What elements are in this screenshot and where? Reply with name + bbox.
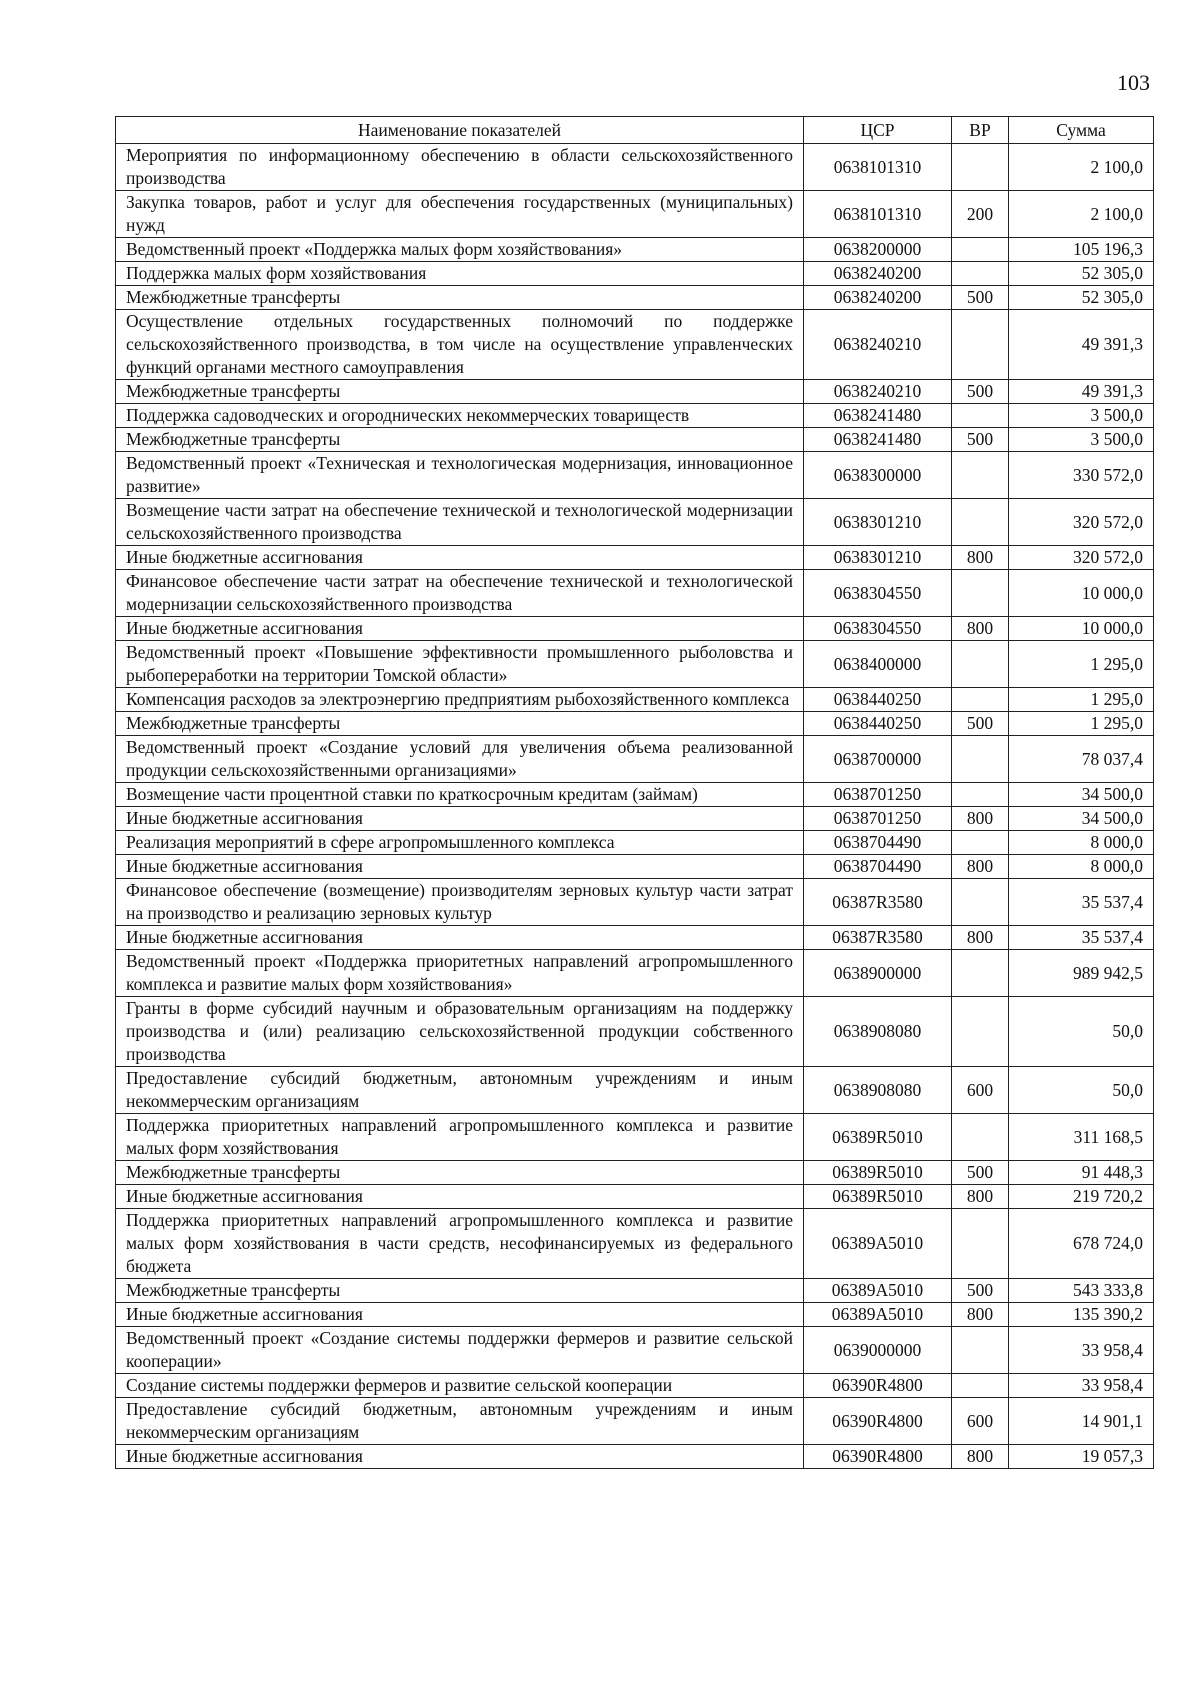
row-sum-cell: 320 572,0 bbox=[1009, 499, 1154, 546]
header-sum: Сумма bbox=[1009, 117, 1154, 144]
row-sum-cell: 33 958,4 bbox=[1009, 1374, 1154, 1398]
row-sum-cell: 2 100,0 bbox=[1009, 191, 1154, 238]
row-vr-cell bbox=[952, 452, 1009, 499]
row-csr-cell: 0638908080 bbox=[804, 1067, 952, 1114]
row-vr-cell: 800 bbox=[952, 546, 1009, 570]
row-sum-cell: 543 333,8 bbox=[1009, 1279, 1154, 1303]
row-csr-cell: 0638440250 bbox=[804, 712, 952, 736]
row-csr-cell: 0638900000 bbox=[804, 950, 952, 997]
row-vr-cell bbox=[952, 404, 1009, 428]
row-vr-cell: 500 bbox=[952, 286, 1009, 310]
table-row bbox=[116, 310, 1154, 380]
table-row bbox=[116, 1303, 1154, 1327]
header-csr: ЦСР bbox=[804, 117, 952, 144]
row-sum-cell: 50,0 bbox=[1009, 1067, 1154, 1114]
row-sum-cell: 320 572,0 bbox=[1009, 546, 1154, 570]
row-csr-cell: 06389R5010 bbox=[804, 1185, 952, 1209]
table-row bbox=[116, 926, 1154, 950]
row-csr-cell: 06389A5010 bbox=[804, 1279, 952, 1303]
row-vr-cell bbox=[952, 783, 1009, 807]
row-name-cell: Финансовое обеспечение части затрат на обеспечение технической и технологической модернизации сельскохозяйственного производства bbox=[116, 570, 804, 617]
row-name-cell: Иные бюджетные ассигнования bbox=[116, 1185, 804, 1209]
table-row bbox=[116, 783, 1154, 807]
row-sum-cell: 35 537,4 bbox=[1009, 926, 1154, 950]
row-vr-cell: 800 bbox=[952, 1303, 1009, 1327]
row-csr-cell: 0638704490 bbox=[804, 831, 952, 855]
row-name-cell: Ведомственный проект «Поддержка приоритетных направлений агропромышленного комплекса и развитие малых форм хозяйствования» bbox=[116, 950, 804, 997]
row-vr-cell: 500 bbox=[952, 1279, 1009, 1303]
row-sum-cell: 105 196,3 bbox=[1009, 238, 1154, 262]
row-name-cell: Поддержка приоритетных направлений агропромышленного комплекса и развитие малых форм хозяйствования bbox=[116, 1114, 804, 1161]
row-vr-cell bbox=[952, 310, 1009, 380]
header-name: Наименование показателей bbox=[116, 117, 804, 144]
row-name-cell: Реализация мероприятий в сфере агропромышленного комплекса bbox=[116, 831, 804, 855]
header-vr: ВР bbox=[952, 117, 1009, 144]
row-name-cell: Предоставление субсидий бюджетным, автономным учреждениям и иным некоммерческим организациям bbox=[116, 1398, 804, 1445]
row-sum-cell: 330 572,0 bbox=[1009, 452, 1154, 499]
row-csr-cell: 0638240200 bbox=[804, 262, 952, 286]
row-sum-cell: 3 500,0 bbox=[1009, 428, 1154, 452]
table-row bbox=[116, 499, 1154, 546]
row-sum-cell: 52 305,0 bbox=[1009, 286, 1154, 310]
row-sum-cell: 219 720,2 bbox=[1009, 1185, 1154, 1209]
row-sum-cell: 678 724,0 bbox=[1009, 1209, 1154, 1279]
table-row bbox=[116, 1161, 1154, 1185]
row-vr-cell: 800 bbox=[952, 926, 1009, 950]
row-name-cell: Иные бюджетные ассигнования bbox=[116, 617, 804, 641]
row-sum-cell: 19 057,3 bbox=[1009, 1445, 1154, 1469]
table-row bbox=[116, 404, 1154, 428]
row-sum-cell: 311 168,5 bbox=[1009, 1114, 1154, 1161]
row-vr-cell bbox=[952, 688, 1009, 712]
row-vr-cell bbox=[952, 831, 1009, 855]
row-name-cell: Иные бюджетные ассигнования bbox=[116, 1445, 804, 1469]
table-row bbox=[116, 452, 1154, 499]
row-csr-cell: 06390R4800 bbox=[804, 1374, 952, 1398]
row-sum-cell: 91 448,3 bbox=[1009, 1161, 1154, 1185]
table-row bbox=[116, 879, 1154, 926]
row-name-cell: Предоставление субсидий бюджетным, автономным учреждениям и иным некоммерческим организациям bbox=[116, 1067, 804, 1114]
row-vr-cell: 600 bbox=[952, 1398, 1009, 1445]
row-sum-cell: 52 305,0 bbox=[1009, 262, 1154, 286]
row-sum-cell: 49 391,3 bbox=[1009, 380, 1154, 404]
row-sum-cell: 10 000,0 bbox=[1009, 570, 1154, 617]
table-row bbox=[116, 1279, 1154, 1303]
header-row bbox=[116, 117, 1154, 144]
row-csr-cell: 0638101310 bbox=[804, 144, 952, 191]
table-row bbox=[116, 617, 1154, 641]
row-csr-cell: 0638240210 bbox=[804, 310, 952, 380]
row-vr-cell bbox=[952, 499, 1009, 546]
row-vr-cell: 800 bbox=[952, 1445, 1009, 1469]
row-sum-cell: 2 100,0 bbox=[1009, 144, 1154, 191]
row-csr-cell: 0638400000 bbox=[804, 641, 952, 688]
row-sum-cell: 78 037,4 bbox=[1009, 736, 1154, 783]
table-row bbox=[116, 641, 1154, 688]
table-row bbox=[116, 855, 1154, 879]
row-csr-cell: 06390R4800 bbox=[804, 1398, 952, 1445]
row-vr-cell bbox=[952, 1327, 1009, 1374]
row-vr-cell bbox=[952, 1209, 1009, 1279]
row-csr-cell: 06389A5010 bbox=[804, 1303, 952, 1327]
row-name-cell: Иные бюджетные ассигнования bbox=[116, 546, 804, 570]
budget-table bbox=[115, 116, 1154, 1469]
row-csr-cell: 0638200000 bbox=[804, 238, 952, 262]
row-name-cell: Межбюджетные трансферты bbox=[116, 1279, 804, 1303]
row-vr-cell bbox=[952, 736, 1009, 783]
row-sum-cell: 135 390,2 bbox=[1009, 1303, 1154, 1327]
row-sum-cell: 1 295,0 bbox=[1009, 712, 1154, 736]
row-vr-cell: 500 bbox=[952, 1161, 1009, 1185]
row-csr-cell: 06387R3580 bbox=[804, 879, 952, 926]
table-row bbox=[116, 712, 1154, 736]
row-csr-cell: 0638240210 bbox=[804, 380, 952, 404]
row-sum-cell: 34 500,0 bbox=[1009, 807, 1154, 831]
table-row bbox=[116, 831, 1154, 855]
table-row bbox=[116, 570, 1154, 617]
row-name-cell: Компенсация расходов за электроэнергию предприятиям рыбохозяйственного комплекса bbox=[116, 688, 804, 712]
row-sum-cell: 989 942,5 bbox=[1009, 950, 1154, 997]
table-row bbox=[116, 1327, 1154, 1374]
table-row bbox=[116, 736, 1154, 783]
row-name-cell: Поддержка малых форм хозяйствования bbox=[116, 262, 804, 286]
table-row bbox=[116, 1445, 1154, 1469]
row-csr-cell: 0638701250 bbox=[804, 807, 952, 831]
row-csr-cell: 0638908080 bbox=[804, 997, 952, 1067]
row-vr-cell: 800 bbox=[952, 807, 1009, 831]
row-name-cell: Иные бюджетные ассигнования bbox=[116, 807, 804, 831]
row-csr-cell: 0638241480 bbox=[804, 404, 952, 428]
table-body bbox=[116, 144, 1154, 1469]
row-csr-cell: 0638241480 bbox=[804, 428, 952, 452]
row-vr-cell bbox=[952, 879, 1009, 926]
row-csr-cell: 0638704490 bbox=[804, 855, 952, 879]
row-csr-cell: 0638301210 bbox=[804, 499, 952, 546]
table-header bbox=[116, 117, 1154, 144]
row-name-cell: Ведомственный проект «Повышение эффективности промышленного рыболовства и рыбопереработки на территории Томской области» bbox=[116, 641, 804, 688]
row-vr-cell: 200 bbox=[952, 191, 1009, 238]
row-name-cell: Межбюджетные трансферты bbox=[116, 1161, 804, 1185]
row-vr-cell bbox=[952, 570, 1009, 617]
row-csr-cell: 0638304550 bbox=[804, 617, 952, 641]
row-name-cell: Межбюджетные трансферты bbox=[116, 380, 804, 404]
row-name-cell: Межбюджетные трансферты bbox=[116, 286, 804, 310]
table-row bbox=[116, 262, 1154, 286]
row-csr-cell: 06389R5010 bbox=[804, 1114, 952, 1161]
row-vr-cell: 800 bbox=[952, 1185, 1009, 1209]
row-sum-cell: 10 000,0 bbox=[1009, 617, 1154, 641]
row-vr-cell: 500 bbox=[952, 380, 1009, 404]
row-csr-cell: 0638304550 bbox=[804, 570, 952, 617]
row-sum-cell: 3 500,0 bbox=[1009, 404, 1154, 428]
table-row bbox=[116, 546, 1154, 570]
row-csr-cell: 0638300000 bbox=[804, 452, 952, 499]
row-name-cell: Ведомственный проект «Создание системы поддержки фермеров и развитие сельской кооперации» bbox=[116, 1327, 804, 1374]
row-csr-cell: 0638700000 bbox=[804, 736, 952, 783]
table-row bbox=[116, 1209, 1154, 1279]
table-row bbox=[116, 238, 1154, 262]
row-name-cell: Иные бюджетные ассигнования bbox=[116, 855, 804, 879]
row-sum-cell: 8 000,0 bbox=[1009, 855, 1154, 879]
row-vr-cell bbox=[952, 1114, 1009, 1161]
row-name-cell: Финансовое обеспечение (возмещение) производителям зерновых культур части затрат на производство и реализацию зерновых культур bbox=[116, 879, 804, 926]
table-row bbox=[116, 428, 1154, 452]
row-vr-cell bbox=[952, 262, 1009, 286]
row-csr-cell: 06387R3580 bbox=[804, 926, 952, 950]
table-row bbox=[116, 1067, 1154, 1114]
row-name-cell: Ведомственный проект «Создание условий для увеличения объема реализованной продукции сельскохозяйственными организациями» bbox=[116, 736, 804, 783]
table-row bbox=[116, 144, 1154, 191]
row-sum-cell: 14 901,1 bbox=[1009, 1398, 1154, 1445]
row-name-cell: Мероприятия по информационному обеспечению в области сельскохозяйственного производства bbox=[116, 144, 804, 191]
row-vr-cell bbox=[952, 997, 1009, 1067]
row-vr-cell bbox=[952, 950, 1009, 997]
row-vr-cell: 500 bbox=[952, 712, 1009, 736]
row-name-cell: Возмещение части процентной ставки по краткосрочным кредитам (займам) bbox=[116, 783, 804, 807]
row-sum-cell: 8 000,0 bbox=[1009, 831, 1154, 855]
row-sum-cell: 50,0 bbox=[1009, 997, 1154, 1067]
row-name-cell: Закупка товаров, работ и услуг для обеспечения государственных (муниципальных) нужд bbox=[116, 191, 804, 238]
row-vr-cell: 800 bbox=[952, 855, 1009, 879]
row-name-cell: Поддержка приоритетных направлений агропромышленного комплекса и развитие малых форм хозяйствования в части средств, несофинансируемых из федерального бюджета bbox=[116, 1209, 804, 1279]
row-name-cell: Межбюджетные трансферты bbox=[116, 428, 804, 452]
row-csr-cell: 0638240200 bbox=[804, 286, 952, 310]
row-vr-cell: 800 bbox=[952, 617, 1009, 641]
table-row bbox=[116, 807, 1154, 831]
row-csr-cell: 06389A5010 bbox=[804, 1209, 952, 1279]
row-csr-cell: 06390R4800 bbox=[804, 1445, 952, 1469]
row-sum-cell: 1 295,0 bbox=[1009, 688, 1154, 712]
row-vr-cell bbox=[952, 641, 1009, 688]
row-vr-cell bbox=[952, 1374, 1009, 1398]
row-sum-cell: 34 500,0 bbox=[1009, 783, 1154, 807]
row-name-cell: Межбюджетные трансферты bbox=[116, 712, 804, 736]
table-row bbox=[116, 997, 1154, 1067]
table-row bbox=[116, 688, 1154, 712]
row-name-cell: Осуществление отдельных государственных полномочий по поддержке сельскохозяйственного производства, в том числе на осуществление управленческих функций органами местного самоуправления bbox=[116, 310, 804, 380]
row-csr-cell: 0638101310 bbox=[804, 191, 952, 238]
table-row bbox=[116, 1374, 1154, 1398]
table-row bbox=[116, 286, 1154, 310]
table-row bbox=[116, 950, 1154, 997]
row-vr-cell: 500 bbox=[952, 428, 1009, 452]
row-sum-cell: 49 391,3 bbox=[1009, 310, 1154, 380]
row-name-cell: Возмещение части затрат на обеспечение технической и технологической модернизации сельскохозяйственного производства bbox=[116, 499, 804, 546]
row-name-cell: Ведомственный проект «Поддержка малых форм хозяйствования» bbox=[116, 238, 804, 262]
row-csr-cell: 0638301210 bbox=[804, 546, 952, 570]
table-row bbox=[116, 191, 1154, 238]
row-name-cell: Ведомственный проект «Техническая и технологическая модернизация, инновационное развитие» bbox=[116, 452, 804, 499]
row-csr-cell: 0638701250 bbox=[804, 783, 952, 807]
table-row bbox=[116, 1398, 1154, 1445]
table-row bbox=[116, 380, 1154, 404]
row-name-cell: Гранты в форме субсидий научным и образовательным организациям на поддержку производства и (или) реализацию сельскохозяйственной продукции собственного производства bbox=[116, 997, 804, 1067]
row-csr-cell: 0638440250 bbox=[804, 688, 952, 712]
row-vr-cell: 600 bbox=[952, 1067, 1009, 1114]
row-sum-cell: 35 537,4 bbox=[1009, 879, 1154, 926]
row-csr-cell: 0639000000 bbox=[804, 1327, 952, 1374]
page-number: 103 bbox=[1117, 70, 1150, 95]
row-sum-cell: 1 295,0 bbox=[1009, 641, 1154, 688]
row-vr-cell bbox=[952, 144, 1009, 191]
row-name-cell: Иные бюджетные ассигнования bbox=[116, 1303, 804, 1327]
row-vr-cell bbox=[952, 238, 1009, 262]
table-row bbox=[116, 1185, 1154, 1209]
row-name-cell: Создание системы поддержки фермеров и развитие сельской кооперации bbox=[116, 1374, 804, 1398]
row-name-cell: Иные бюджетные ассигнования bbox=[116, 926, 804, 950]
row-sum-cell: 33 958,4 bbox=[1009, 1327, 1154, 1374]
row-csr-cell: 06389R5010 bbox=[804, 1161, 952, 1185]
row-name-cell: Поддержка садоводческих и огороднических некоммерческих товариществ bbox=[116, 404, 804, 428]
table-row bbox=[116, 1114, 1154, 1161]
